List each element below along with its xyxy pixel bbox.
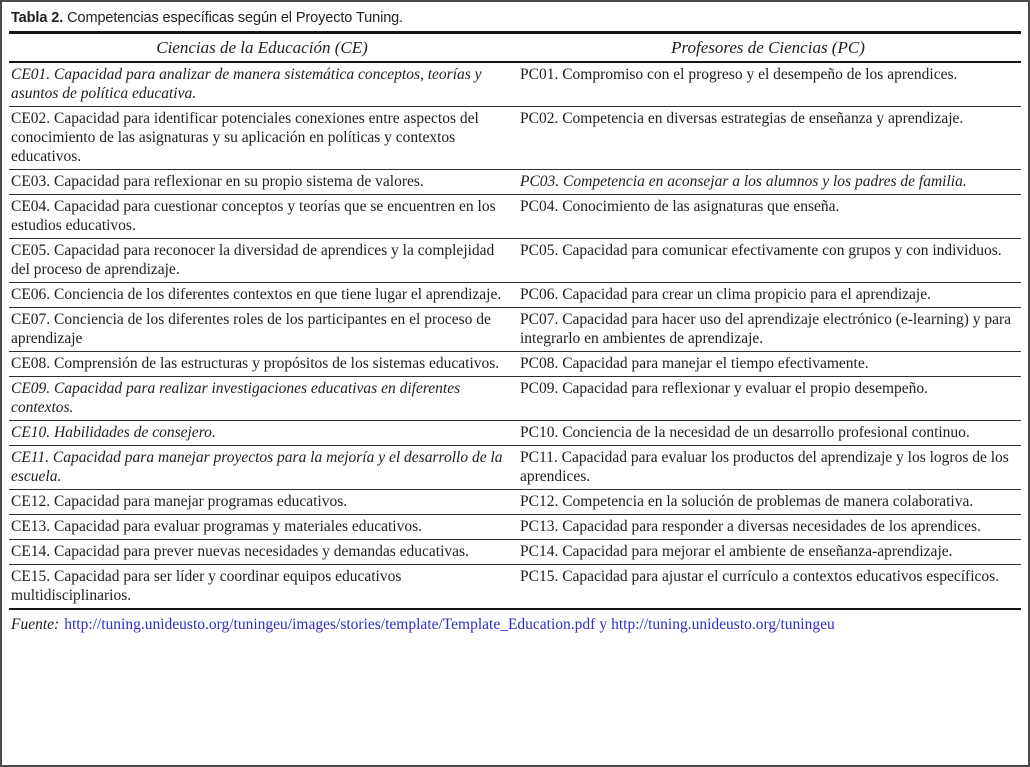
cell-pc15: PC15. Capacidad para ajustar el currículo a contextos educativos específicos. xyxy=(515,565,1021,610)
cell-ce08: CE08. Comprensión de las estructuras y propósitos de los sistemas educativos. xyxy=(9,352,515,377)
table-header xyxy=(9,34,1021,62)
competencies-table xyxy=(9,34,1021,610)
cell-pc10: PC10. Conciencia de la necesidad de un desarrollo profesional continuo. xyxy=(515,421,1021,446)
cell-pc03: PC03. Competencia en aconsejar a los alumnos y los padres de familia. xyxy=(515,170,1021,195)
cell-ce10: CE10. Habilidades de consejero. xyxy=(9,421,515,446)
cell-pc06: PC06. Capacidad para crear un clima propicio para el aprendizaje. xyxy=(515,283,1021,308)
cell-pc14: PC14. Capacidad para mejorar el ambiente de enseñanza-aprendizaje. xyxy=(515,540,1021,565)
cell-ce04: CE04. Capacidad para cuestionar conceptos y teorías que se encuentren en los estudios educativos. xyxy=(9,195,515,239)
cell-ce05: CE05. Capacidad para reconocer la diversidad de aprendices y la complejidad del proceso de aprendizaje. xyxy=(9,239,515,283)
table-row xyxy=(9,107,1021,170)
table-row xyxy=(9,195,1021,239)
table-row xyxy=(9,377,1021,421)
table-row xyxy=(9,62,1021,107)
cell-ce15: CE15. Capacidad para ser líder y coordinar equipos educativos multidisciplinarios. xyxy=(9,565,515,610)
cell-ce09: CE09. Capacidad para realizar investigaciones educativas en diferentes contextos. xyxy=(9,377,515,421)
column-header-pc: Profesores de Ciencias (PC) xyxy=(515,34,1021,62)
cell-ce13: CE13. Capacidad para evaluar programas y materiales educativos. xyxy=(9,515,515,540)
cell-pc07: PC07. Capacidad para hacer uso del aprendizaje electrónico (e-learning) y para integrarlo en ambientes de aprendizaje. xyxy=(515,308,1021,352)
cell-pc01: PC01. Compromiso con el progreso y el desempeño de los aprendices. xyxy=(515,62,1021,107)
cell-ce12: CE12. Capacidad para manejar programas educativos. xyxy=(9,490,515,515)
table-caption-number: Tabla 2. xyxy=(11,10,64,26)
table-body xyxy=(9,62,1021,609)
table-row xyxy=(9,565,1021,610)
cell-pc04: PC04. Conocimiento de las asignaturas que enseña. xyxy=(515,195,1021,239)
cell-pc08: PC08. Capacidad para manejar el tiempo efectivamente. xyxy=(515,352,1021,377)
table-row xyxy=(9,515,1021,540)
column-header-ce: Ciencias de la Educación (CE) xyxy=(9,34,515,62)
cell-pc05: PC05. Capacidad para comunicar efectivamente con grupos y con individuos. xyxy=(515,239,1021,283)
cell-pc12: PC12. Competencia en la solución de problemas de manera colaborativa. xyxy=(515,490,1021,515)
cell-ce03: CE03. Capacidad para reflexionar en su propio sistema de valores. xyxy=(9,170,515,195)
source-link-2[interactable]: http://tuning.unideusto.org/tuningeu xyxy=(611,616,835,633)
table-row xyxy=(9,283,1021,308)
table-row xyxy=(9,421,1021,446)
table-row xyxy=(9,239,1021,283)
table-row xyxy=(9,540,1021,565)
table-row xyxy=(9,352,1021,377)
table-row xyxy=(9,308,1021,352)
cell-ce07: CE07. Conciencia de los diferentes roles de los participantes en el proceso de aprendizaje xyxy=(9,308,515,352)
cell-ce02: CE02. Capacidad para identificar potenciales conexiones entre aspectos del conocimiento de las asignaturas y su aplicación en políticas y contextos educativos. xyxy=(9,107,515,170)
cell-pc02: PC02. Competencia en diversas estrategias de enseñanza y aprendizaje. xyxy=(515,107,1021,170)
cell-ce14: CE14. Capacidad para prever nuevas necesidades y demandas educativas. xyxy=(9,540,515,565)
table-row xyxy=(9,490,1021,515)
cell-ce11: CE11. Capacidad para manejar proyectos para la mejoría y el desarrollo de la escuela. xyxy=(9,446,515,490)
header-row xyxy=(9,34,1021,62)
cell-ce01: CE01. Capacidad para analizar de manera sistemática conceptos, teorías y asuntos de política educativa. xyxy=(9,62,515,107)
source-separator: y xyxy=(599,616,608,633)
cell-pc13: PC13. Capacidad para responder a diversas necesidades de los aprendices. xyxy=(515,515,1021,540)
cell-ce06: CE06. Conciencia de los diferentes contextos en que tiene lugar el aprendizaje. xyxy=(9,283,515,308)
table-caption xyxy=(9,8,1021,34)
source-label: Fuente: xyxy=(11,616,60,633)
source-link-1[interactable]: http://tuning.unideusto.org/tuningeu/images/stories/template/Template_Education.pdf xyxy=(64,616,596,633)
table-row xyxy=(9,170,1021,195)
cell-pc09: PC09. Capacidad para reflexionar y evaluar el propio desempeño. xyxy=(515,377,1021,421)
cell-pc11: PC11. Capacidad para evaluar los productos del aprendizaje y los logros de los aprendices. xyxy=(515,446,1021,490)
table-row xyxy=(9,446,1021,490)
table-caption-text: Competencias específicas según el Proyecto Tuning. xyxy=(67,10,404,26)
source-line xyxy=(9,610,1021,634)
